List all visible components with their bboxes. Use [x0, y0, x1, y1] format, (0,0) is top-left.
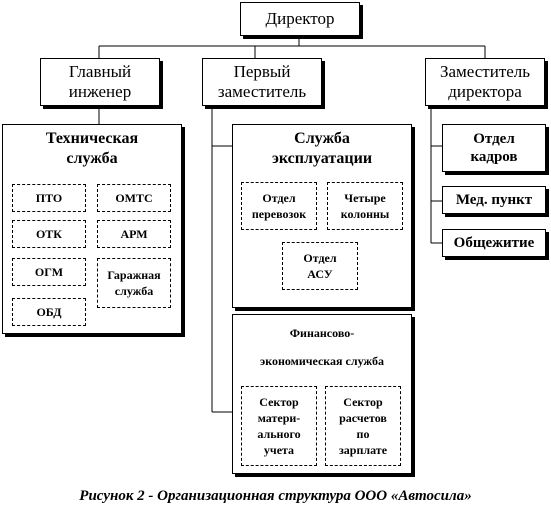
dormitory-label: Общежитие — [453, 235, 535, 251]
otk-box — [12, 220, 86, 248]
arm-box — [97, 220, 171, 248]
materials-sector-label: Сектор матери- ального учета — [257, 395, 301, 457]
deputy-director-label: Заместитель директора — [439, 62, 531, 101]
garage-service-box — [97, 258, 171, 308]
hr-dept-box — [442, 124, 546, 172]
payroll-sector-box — [325, 386, 401, 466]
chief-engineer-box — [40, 58, 160, 106]
operations-service-title: Служба эксплуатации — [271, 130, 373, 167]
technical-service-title: Техническая служба — [45, 130, 139, 167]
chief-engineer-label: Главный инженер — [68, 62, 132, 101]
omts-label: ОМТС — [115, 191, 153, 205]
garage-service-label: Гаражная служба — [107, 268, 161, 298]
figure-caption: Рисунок 2 - Организационная структура ООО «Автосила» — [79, 488, 472, 504]
four-columns-label: Четыре колонны — [340, 191, 390, 221]
pto-box — [12, 184, 86, 212]
director-box — [240, 2, 360, 36]
first-deputy-label: Первый заместитель — [217, 62, 307, 101]
obd-label: ОБД — [36, 305, 62, 319]
dormitory-box — [442, 229, 546, 257]
otk-label: ОТК — [35, 227, 63, 241]
finance-service-title: Финансово- экономическая служба — [260, 326, 384, 368]
asu-dept-label: Отдел АСУ — [303, 251, 337, 281]
ogm-label: ОГМ — [34, 265, 64, 279]
pto-label: ПТО — [35, 191, 63, 205]
ogm-box — [12, 258, 86, 286]
transport-dept-box — [241, 182, 317, 230]
arm-label: АРМ — [120, 227, 148, 241]
director-label: Директор — [265, 9, 335, 28]
hr-dept-label: Отдел кадров — [470, 131, 518, 165]
medical-post-label: Мед. пункт — [455, 192, 533, 208]
transport-dept-label: Отдел перевозок — [251, 191, 307, 221]
deputy-director-box — [425, 58, 545, 106]
four-columns-box — [327, 182, 403, 230]
first-deputy-box — [202, 58, 322, 106]
omts-box — [97, 184, 171, 212]
materials-sector-box — [241, 386, 317, 466]
obd-box — [12, 298, 86, 326]
payroll-sector-label: Сектор расчетов по зарплате — [338, 395, 388, 457]
medical-post-box — [442, 186, 546, 214]
asu-dept-box — [282, 242, 358, 290]
